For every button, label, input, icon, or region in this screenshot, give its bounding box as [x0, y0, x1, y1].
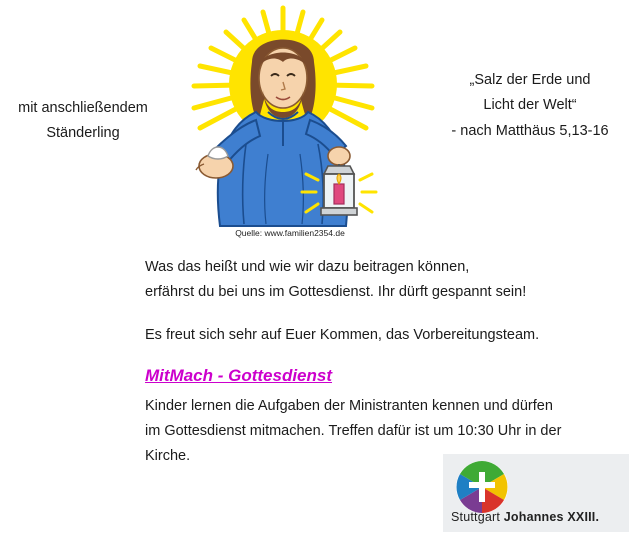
quote-attribution: - nach Matthäus 5,13-16 [451, 122, 609, 139]
mitmach-line-1: Kinder lernen die Aufgaben der Ministranten kennen und dürfen [145, 397, 553, 414]
illustration-source-caption: Quelle: www.familien2354.de [235, 228, 345, 238]
paragraph-1-line-2: erfährst du bei uns im Gottesdienst. Ihr dürft gespannt sein! [145, 283, 527, 300]
quote-line-2: Licht der Welt“ [483, 97, 577, 114]
jesus-with-lantern-and-salt-illustration [168, 4, 398, 236]
logo-text [451, 510, 623, 524]
logo-city: Stuttgart [451, 510, 501, 524]
paragraph-1-line-1: Was das heißt und wie wir dazu beitragen können, [145, 259, 470, 275]
mitmach-line-2: im Gottesdienst mitmachen. Treffen dafür ist um 10:30 Uhr in der [145, 422, 562, 439]
quote-line-1: „Salz der Erde und [469, 72, 591, 88]
logo-title: Johannes XXIII. [503, 510, 600, 524]
parish-logo [443, 454, 629, 532]
mitmach-line-3: Kirche. [145, 447, 191, 464]
logo-mark-icon [455, 460, 509, 514]
mitmach-gottesdienst-heading: MitMach - Gottesdienst [145, 365, 333, 385]
paragraph-2: Es freut sich sehr auf Euer Kommen, das Vorbereitungsteam. [145, 326, 540, 343]
left-caption: mit anschließendem Ständerling [18, 100, 148, 142]
scripture-quote [430, 68, 630, 144]
paragraph-1 [145, 255, 615, 305]
body-text [145, 255, 615, 487]
